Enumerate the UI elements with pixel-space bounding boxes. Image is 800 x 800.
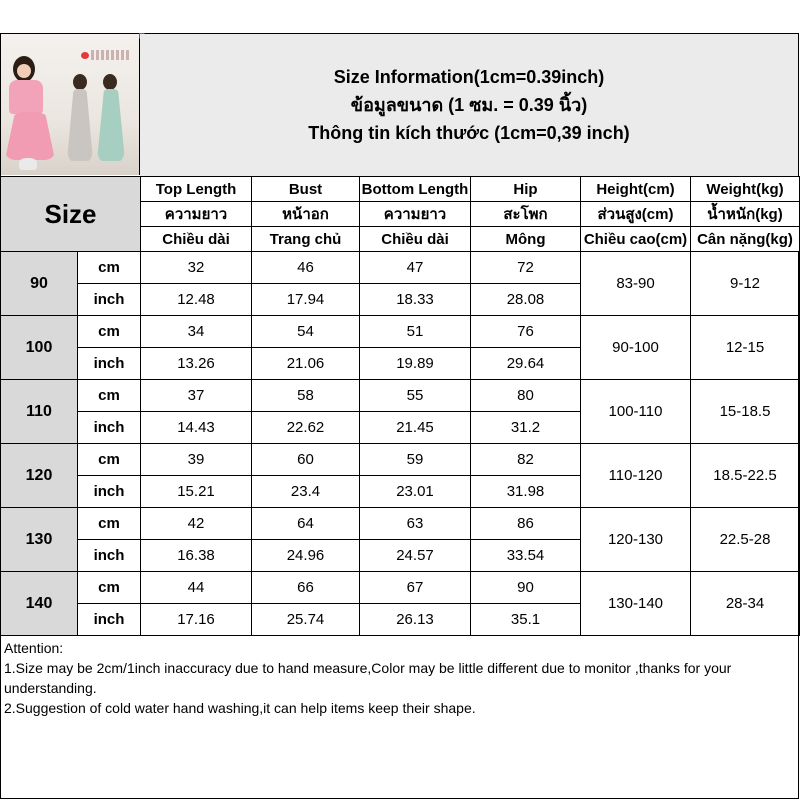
title-english: Size Information(1cm=0.39inch)	[333, 67, 605, 87]
column-header-vi: Trang chủ	[252, 227, 360, 252]
unit-label: inch	[78, 284, 141, 316]
measurement-cell: 37	[141, 380, 252, 412]
measurement-cell: 35.1	[471, 604, 581, 636]
weight-range: 15-18.5	[691, 380, 800, 444]
column-header-en: Hip	[471, 177, 581, 202]
title-vietnamese: Thông tin kích thước (1cm=0,39 inch)	[308, 123, 630, 143]
height-range: 130-140	[581, 572, 691, 636]
measurement-cell: 31.2	[471, 412, 581, 444]
weight-range: 18.5-22.5	[691, 444, 800, 508]
measurement-cell: 28.08	[471, 284, 581, 316]
measurement-cell: 67	[360, 572, 471, 604]
column-header-vi: Chiều dài	[360, 227, 471, 252]
column-header-th: ความยาว	[360, 202, 471, 227]
column-header-en: Bottom Length	[360, 177, 471, 202]
size-table	[0, 176, 800, 636]
column-header-en: Bust	[252, 177, 360, 202]
measurement-cell: 82	[471, 444, 581, 476]
measurement-cell: 26.13	[360, 604, 471, 636]
height-range: 83-90	[581, 252, 691, 316]
attention-notes	[4, 638, 794, 718]
unit-label: cm	[78, 252, 141, 284]
brand-logo-text	[91, 50, 131, 60]
measurement-cell: 44	[141, 572, 252, 604]
column-header-th: ส่วนสูง(cm)	[581, 202, 691, 227]
table-row	[1, 316, 800, 348]
size-column-header: Size	[1, 177, 141, 252]
measurement-cell: 16.38	[141, 540, 252, 572]
title-block	[140, 34, 798, 176]
unit-label: inch	[78, 412, 141, 444]
size-value: 90	[1, 252, 78, 316]
size-value: 110	[1, 380, 78, 444]
measurement-cell: 58	[252, 380, 360, 412]
model2-hair	[73, 74, 87, 90]
model-shoes	[19, 158, 37, 170]
header	[0, 33, 799, 176]
header-row-en	[1, 177, 800, 202]
measurement-cell: 64	[252, 508, 360, 540]
unit-label: cm	[78, 316, 141, 348]
unit-label: cm	[78, 508, 141, 540]
unit-label: inch	[78, 540, 141, 572]
measurement-cell: 33.54	[471, 540, 581, 572]
size-value: 140	[1, 572, 78, 636]
size-value: 130	[1, 508, 78, 572]
column-header-th: น้ำหนัก(kg)	[691, 202, 800, 227]
measurement-cell: 19.89	[360, 348, 471, 380]
column-header-vi: Cân nặng(kg)	[691, 227, 800, 252]
measurement-cell: 22.62	[252, 412, 360, 444]
column-header-en: Weight(kg)	[691, 177, 800, 202]
attention-note-2: 2.Suggestion of cold water hand washing,it can help items keep their shape.	[4, 700, 476, 716]
column-header-en: Top Length	[141, 177, 252, 202]
measurement-cell: 14.43	[141, 412, 252, 444]
column-header-th: สะโพก	[471, 202, 581, 227]
unit-label: inch	[78, 604, 141, 636]
measurement-cell: 63	[360, 508, 471, 540]
unit-label: cm	[78, 380, 141, 412]
measurement-cell: 66	[252, 572, 360, 604]
measurement-cell: 59	[360, 444, 471, 476]
measurement-cell: 80	[471, 380, 581, 412]
size-value: 120	[1, 444, 78, 508]
model-face	[17, 64, 31, 78]
title-thai: ข้อมูลขนาด (1 ซม. = 0.39 นิ้ว)	[350, 95, 588, 115]
measurement-cell: 32	[141, 252, 252, 284]
weight-range: 28-34	[691, 572, 800, 636]
measurement-cell: 54	[252, 316, 360, 348]
measurement-cell: 18.33	[360, 284, 471, 316]
measurement-cell: 86	[471, 508, 581, 540]
measurement-cell: 72	[471, 252, 581, 284]
measurement-cell: 60	[252, 444, 360, 476]
measurement-cell: 25.74	[252, 604, 360, 636]
measurement-cell: 21.06	[252, 348, 360, 380]
weight-range: 22.5-28	[691, 508, 800, 572]
measurement-cell: 31.98	[471, 476, 581, 508]
weight-range: 9-12	[691, 252, 800, 316]
measurement-cell: 17.16	[141, 604, 252, 636]
measurement-cell: 23.01	[360, 476, 471, 508]
measurement-cell: 13.26	[141, 348, 252, 380]
column-header-vi: Chiều dài	[141, 227, 252, 252]
attention-note-1: 1.Size may be 2cm/1inch inaccuracy due to hand measure,Color may be little different due to monitor ,thanks for your understanding.	[4, 660, 732, 696]
measurement-cell: 17.94	[252, 284, 360, 316]
unit-label: inch	[78, 476, 141, 508]
attention-heading: Attention:	[4, 640, 64, 656]
brand-logo-icon	[81, 52, 89, 59]
unit-label: inch	[78, 348, 141, 380]
model3-hair	[103, 74, 117, 90]
measurement-cell: 55	[360, 380, 471, 412]
column-header-vi: Chiều cao(cm)	[581, 227, 691, 252]
unit-label: cm	[78, 444, 141, 476]
measurement-cell: 90	[471, 572, 581, 604]
height-range: 120-130	[581, 508, 691, 572]
table-row	[1, 508, 800, 540]
model-skirt-pink	[5, 112, 55, 160]
column-header-th: หน้าอก	[252, 202, 360, 227]
measurement-cell: 47	[360, 252, 471, 284]
height-range: 100-110	[581, 380, 691, 444]
weight-range: 12-15	[691, 316, 800, 380]
model3-dress-green	[97, 89, 125, 161]
measurement-cell: 24.96	[252, 540, 360, 572]
column-header-vi: Mông	[471, 227, 581, 252]
unit-label: cm	[78, 572, 141, 604]
measurement-cell: 12.48	[141, 284, 252, 316]
measurement-cell: 34	[141, 316, 252, 348]
measurement-cell: 39	[141, 444, 252, 476]
table-row	[1, 252, 800, 284]
measurement-cell: 76	[471, 316, 581, 348]
height-range: 110-120	[581, 444, 691, 508]
measurement-cell: 51	[360, 316, 471, 348]
product-photo	[1, 34, 140, 175]
measurement-cell: 23.4	[252, 476, 360, 508]
measurement-cell: 15.21	[141, 476, 252, 508]
model-top-pink	[9, 80, 43, 114]
measurement-cell: 29.64	[471, 348, 581, 380]
table-row	[1, 444, 800, 476]
table-row	[1, 572, 800, 604]
column-header-en: Height(cm)	[581, 177, 691, 202]
measurement-cell: 42	[141, 508, 252, 540]
measurement-cell: 21.45	[360, 412, 471, 444]
measurement-cell: 24.57	[360, 540, 471, 572]
column-header-th: ความยาว	[141, 202, 252, 227]
table-row	[1, 380, 800, 412]
size-value: 100	[1, 316, 78, 380]
model2-dress-grey	[67, 89, 93, 161]
height-range: 90-100	[581, 316, 691, 380]
measurement-cell: 46	[252, 252, 360, 284]
